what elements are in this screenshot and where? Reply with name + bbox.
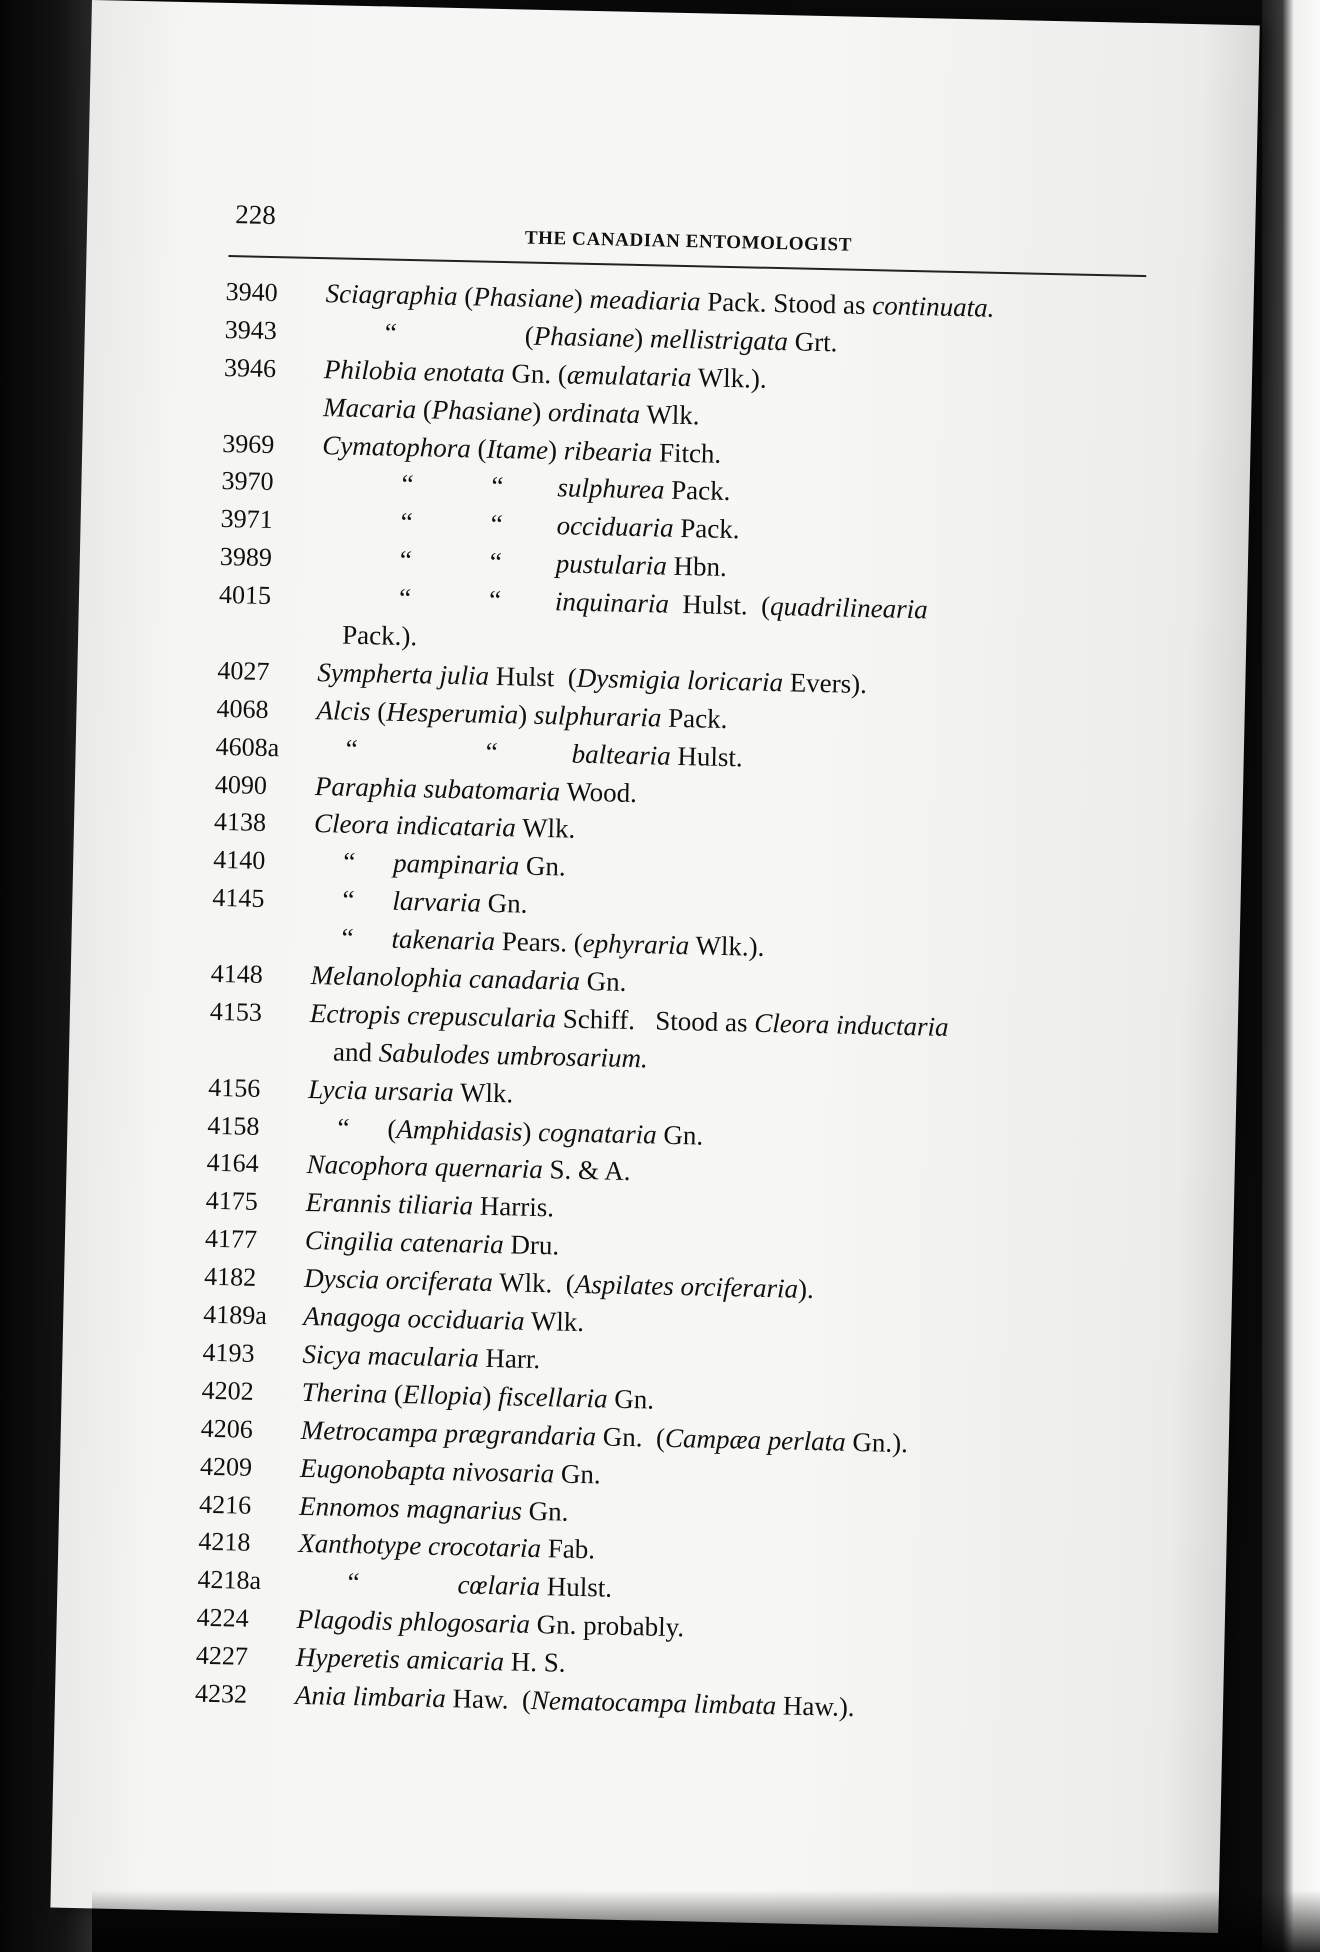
entry-text: Sicya macularia Harr.	[302, 1338, 541, 1375]
entry-text: Erannis tiliaria Harris.	[305, 1187, 555, 1223]
entry-text: Xanthotype crocotaria Fab.	[298, 1528, 596, 1565]
entry-number: 4216	[198, 1489, 252, 1520]
page-number: 228	[235, 199, 277, 231]
running-title: THE CANADIAN ENTOMOLOGIST	[524, 227, 853, 256]
entry-text: Sympherta julia Hulst (Dysmigia loricaria Evers).	[317, 656, 868, 699]
entry-text: “ pampinaria Gn.	[342, 847, 567, 882]
entry-text: Paraphia subatomaria Wood.	[314, 770, 638, 808]
entry-number: 4153	[209, 996, 263, 1027]
entry-text: Philobia enotata Gn. (æmulataria Wlk.).	[323, 353, 767, 394]
entry-number: 3940	[225, 276, 278, 308]
entry-number: 4218a	[197, 1564, 262, 1596]
entry-number: 3969	[222, 428, 275, 459]
page-header	[235, 199, 1146, 267]
entry-number: 4206	[200, 1413, 254, 1444]
entry-text: Lycia ursaria Wlk.	[307, 1073, 514, 1109]
entry-text: Nacophora quernaria S. & A.	[306, 1149, 631, 1187]
entry-text: Melanolophia canadaria Gn.	[310, 960, 627, 997]
entry-number: 4156	[207, 1072, 261, 1103]
facing-page-edge	[1262, 0, 1320, 1952]
entry-number: 3989	[219, 542, 273, 573]
entry-number: 3971	[220, 504, 274, 535]
entry-text: Alcis (Hesperumia) sulphuraria Pack.	[316, 694, 728, 734]
entry-text: “ “ baltearia Hulst.	[345, 733, 743, 773]
entry-text: Cleora indicataria Wlk.	[313, 808, 576, 845]
entry-number: 4209	[199, 1451, 253, 1482]
entry-text: Hyperetis amicaria H. S.	[295, 1641, 566, 1678]
entry-number: 3943	[224, 314, 278, 345]
entry-number: 4015	[218, 580, 272, 611]
entry-text: “ (Amphidasis) cognataria Gn.	[337, 1112, 704, 1151]
entry-continuation: and Sabulodes umbrosarium.	[332, 1036, 649, 1074]
entry-text: “ “ pustularia Hbn.	[399, 545, 728, 583]
entry-number: 4189a	[203, 1299, 268, 1331]
entry-number: 4193	[202, 1337, 255, 1368]
entry-text: Metrocampa prægrandaria Gn. (Campæa perlata Gn.).	[300, 1414, 909, 1458]
entry-number: 4164	[206, 1148, 259, 1179]
entry-number: 3946	[223, 352, 277, 383]
entry-number: 4148	[210, 958, 264, 989]
entry-text: Plagodis phlogosaria Gn. probably.	[296, 1604, 685, 1643]
entry-number: 3970	[221, 466, 274, 497]
entry-text: Cymatophora (Itame) ribearia Fitch.	[322, 429, 722, 469]
entry-continuation: Pack.).	[341, 619, 418, 652]
entry-number: 4182	[203, 1261, 257, 1293]
entry-number: 4224	[196, 1602, 250, 1633]
entry-text: “ larvaria Gn.	[342, 884, 528, 919]
entry-number: 4202	[201, 1375, 255, 1406]
entry-number: 4175	[205, 1186, 259, 1217]
entry-text: Ectropis crepuscularia Schiff. Stood as Cleora inductaria	[309, 997, 949, 1042]
entry-text: Eugonobapta nivosaria Gn.	[299, 1452, 602, 1490]
entry-text: Ania limbaria Haw. (Nematocampa limbata Haw.).	[294, 1679, 855, 1722]
species-list	[195, 273, 1166, 1733]
entry-number: 4090	[214, 769, 268, 800]
entry-text: Dyscia orciferata Wlk. (Aspilates orciferaria).	[303, 1263, 815, 1305]
entry-text: “ cœlaria Hulst.	[347, 1567, 613, 1603]
entry-text: Ennomos magnarius Gn.	[298, 1490, 569, 1527]
entry-text: “ “ sulphurea Pack.	[401, 469, 731, 507]
entry-text: Cingilia catenaria Dru.	[304, 1225, 560, 1261]
entry-text: “ “ occiduaria Pack.	[400, 507, 740, 545]
entry-number: 4232	[194, 1678, 248, 1709]
book-page	[50, 0, 1259, 1933]
page-bottom-shadow	[92, 1890, 1320, 1952]
entry-text: “ takenaria Pears. (ephyraria Wlk.).	[341, 922, 765, 963]
entry-number: 4158	[207, 1110, 260, 1141]
entry-text: Anagoga occiduaria Wlk.	[303, 1300, 585, 1338]
entry-number: 4218	[198, 1527, 251, 1558]
entry-number: 4138	[213, 807, 267, 838]
entry-number: 4027	[217, 655, 270, 686]
entry-text: Sciagraphia (Phasiane) meadiaria Pack. Stood as continuata.	[325, 278, 995, 323]
entry-text: Therina (Ellopia) fiscellaria Gn.	[301, 1376, 655, 1415]
entry-number: 4140	[212, 845, 266, 876]
entry-number: 4608a	[215, 731, 280, 762]
entry-text: “ “ inquinaria Hulst. (quadrilinearia	[398, 582, 929, 625]
entry-text: “ (Phasiane) mellistrigata Grt.	[384, 317, 838, 358]
entry-number: 4068	[216, 693, 269, 724]
entry-text: Macaria (Phasiane) ordinata Wlk.	[322, 391, 700, 431]
entry-number: 4177	[204, 1224, 258, 1255]
entry-number: 4227	[195, 1640, 249, 1671]
entry-number: 4145	[212, 883, 265, 914]
